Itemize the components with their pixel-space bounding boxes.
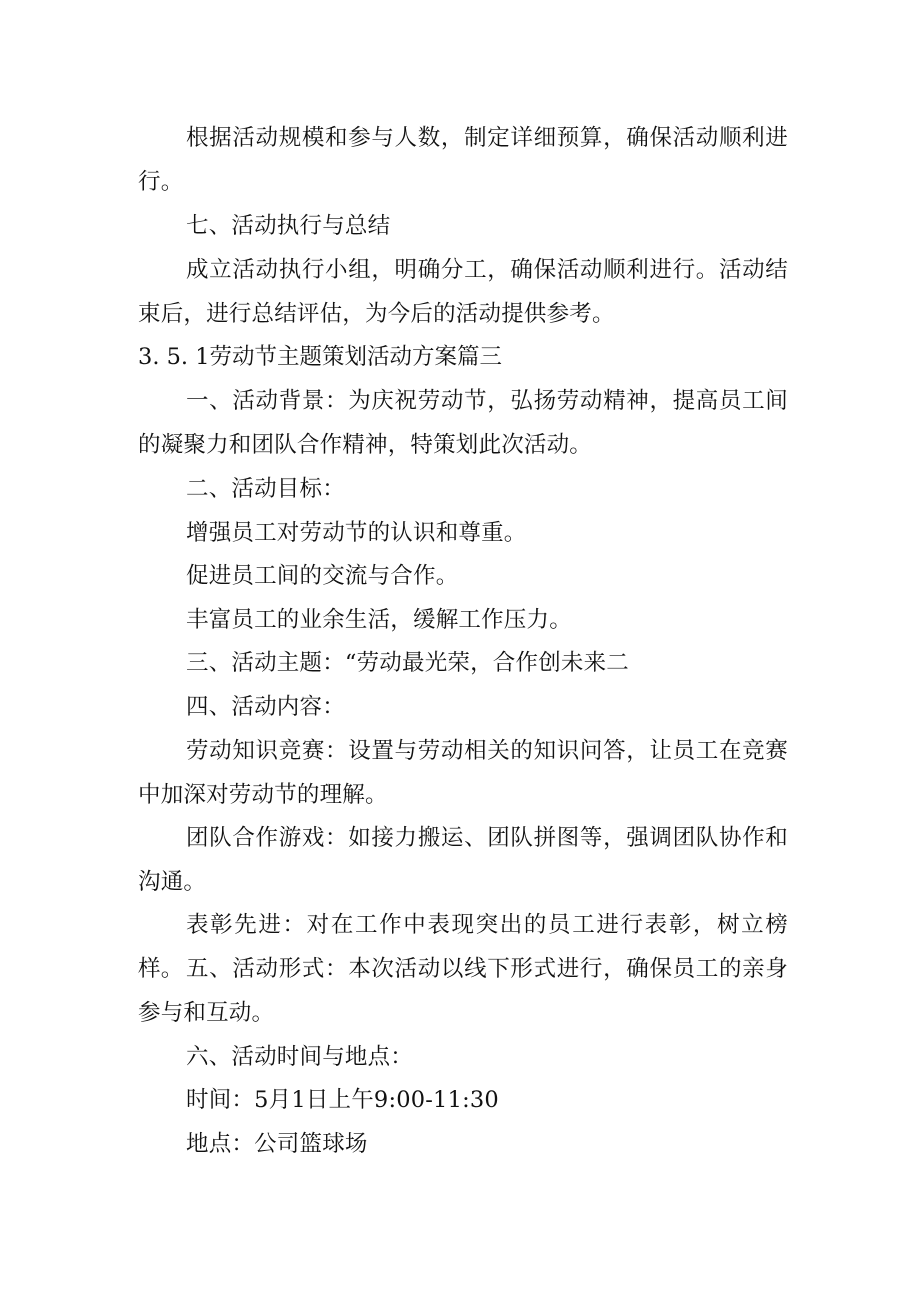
paragraph-budget: 根据活动规模和参与人数，制定详细预算，确保活动顺利进行。	[138, 125, 788, 195]
goal-item-2: 促进员工间的交流与合作。	[186, 563, 459, 589]
section-heading-theme: 三、活动主题：“劳动最光荣，合作创未来二	[186, 650, 630, 676]
section-heading-execution: 七、活动执行与总结	[186, 213, 391, 239]
paragraph-background: 一、活动背景：为庆祝劳动节，弘扬劳动精神，提高员工间的凝聚力和团队合作精神，特策划此次活动。	[138, 388, 788, 458]
place-line: 地点：公司篮球场	[186, 1131, 368, 1157]
section-heading-content: 四、活动内容：	[186, 694, 345, 720]
content-item-awards: 表彰先进：对在工作中表现突出的员工进行表彰，树立榜样。	[138, 912, 788, 982]
goal-item-1: 增强员工对劳动节的认识和尊重。	[186, 520, 527, 546]
content-item-quiz: 劳动知识竞赛：设置与劳动相关的知识问答，让员工在竞赛中加深对劳动节的理解。	[138, 738, 788, 808]
paragraph-execution: 成立活动执行小组，明确分工，确保活动顺利进行。活动结束后，进行总结评估，为今后的活动提供参考。	[138, 257, 788, 327]
paragraph-format: 五、活动形式：本次活动以线下形式进行，确保员工的亲身参与和互动。	[138, 956, 788, 1026]
section-heading-goals: 二、活动目标：	[186, 476, 345, 502]
content-item-games: 团队合作游戏：如接力搬运、团队拼图等，强调团队协作和沟通。	[138, 825, 788, 895]
chapter-heading: 3. 5. 1劳动节主题策划活动方案篇三	[138, 344, 503, 370]
goal-item-3: 丰富员工的业余生活，缓解工作压力。	[186, 607, 572, 633]
time-line: 时间：5月1日上午9:00-11:30	[186, 1087, 499, 1113]
section-heading-time-place: 六、活动时间与地点：	[186, 1044, 414, 1070]
